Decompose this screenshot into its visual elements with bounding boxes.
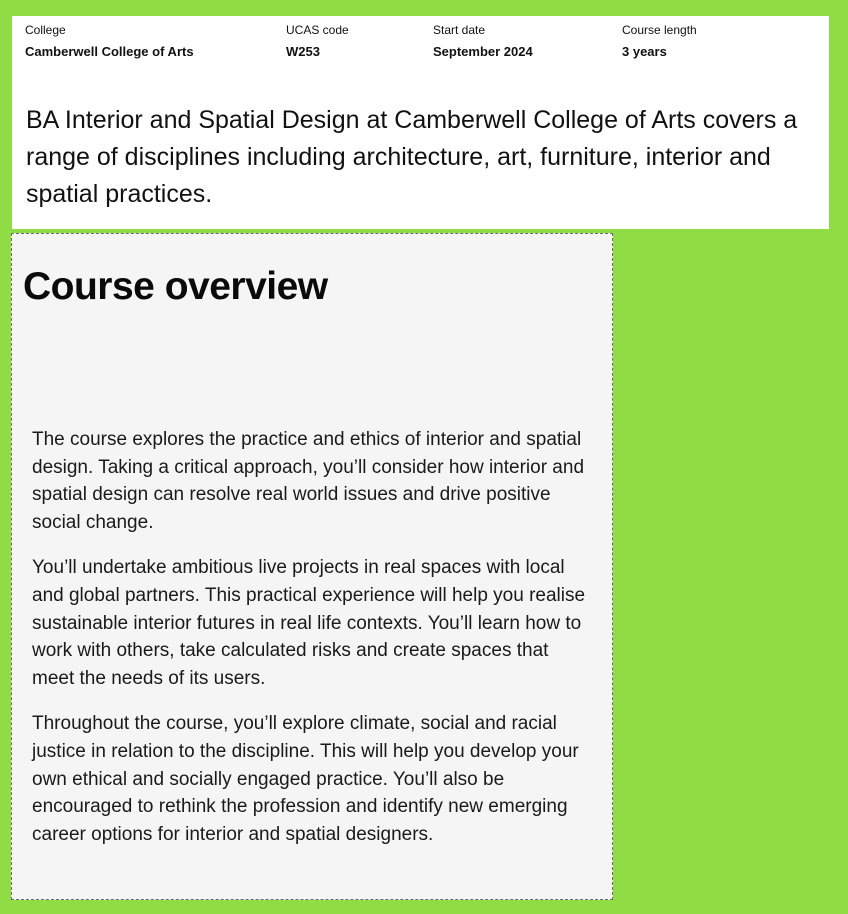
course-overview-body — [32, 426, 592, 866]
overview-paragraph-2: You’ll undertake ambitious live projects in real spaces with local and global partners. This practical experience will help you realise sustainable interior futures in real life contexts. You’ll learn how to work with others, take calculated risks and create spaces that meet the needs of its users. — [32, 557, 586, 689]
meta-value-college: Camberwell College of Arts — [25, 44, 194, 59]
course-overview-section — [11, 233, 613, 900]
overview-paragraph-3: Throughout the course, you’ll explore climate, social and racial justice in relation to the discipline. This will help you develop your own ethical and socially engaged practice. You’ll also be encouraged to rethink the profession and identify new emerging career options for interior and spatial designers. — [32, 713, 579, 845]
overview-paragraph-1: The course explores the practice and ethics of interior and spatial design. Taking a critical approach, you’ll consider how interior and spatial design can resolve real world issues and drive positive social change. — [32, 429, 585, 533]
meta-college — [25, 23, 194, 59]
meta-label-ucas-code: UCAS code — [286, 23, 349, 37]
meta-value-course-length: 3 years — [622, 44, 667, 59]
meta-label-course-length: Course length — [622, 23, 697, 37]
meta-start-date — [433, 23, 533, 59]
course-info-card — [12, 16, 829, 229]
meta-value-ucas-code: W253 — [286, 44, 320, 59]
course-intro-text: BA Interior and Spatial Design at Camberwell College of Arts covers a range of disciplines including architecture, art, furniture, interior and spatial practices. — [26, 106, 798, 208]
meta-course-length — [622, 23, 697, 59]
meta-label-college: College — [25, 23, 66, 37]
meta-value-start-date: September 2024 — [433, 44, 533, 59]
meta-ucas-code — [286, 23, 349, 59]
course-overview-heading: Course overview — [23, 265, 328, 308]
meta-label-start-date: Start date — [433, 23, 486, 37]
